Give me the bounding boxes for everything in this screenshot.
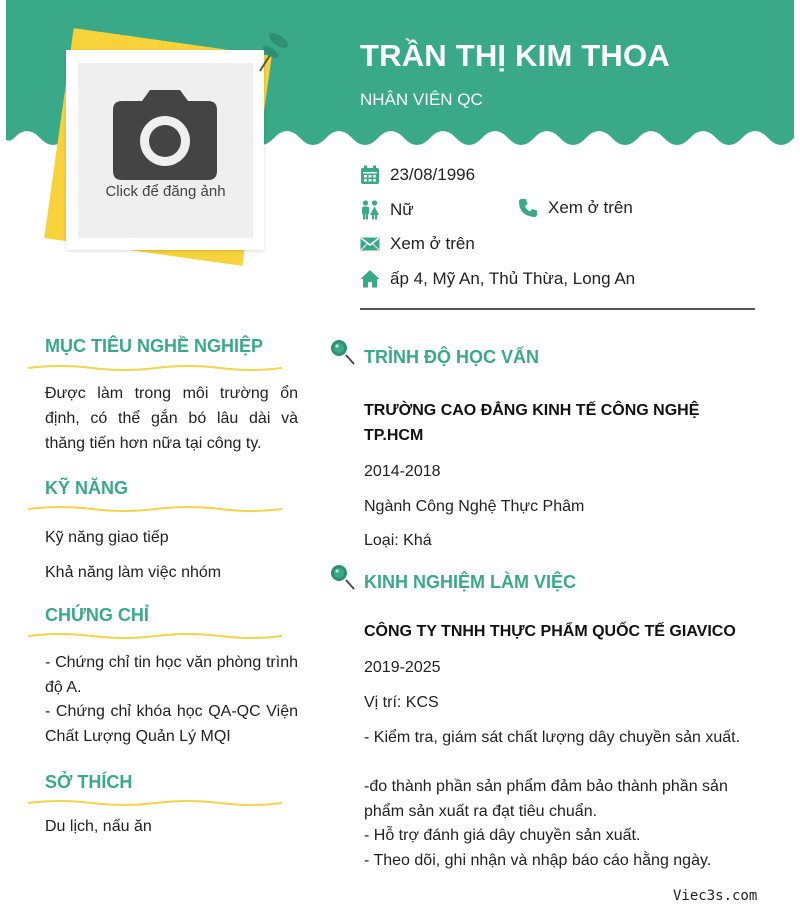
gender-row — [360, 200, 414, 220]
email-row — [360, 234, 475, 254]
objective-title: MỤC TIÊU NGHỀ NGHIỆP — [45, 336, 264, 356]
address-row — [360, 269, 635, 289]
pushpin-icon — [328, 563, 356, 591]
birthday-row — [360, 165, 475, 185]
camera-icon — [112, 89, 218, 181]
certificate-item: - Chứng chỉ khóa học QA-QC Viện Chất Lượng Quản Lý MQI — [45, 703, 298, 745]
experience-position: Vị trí: KCS — [364, 694, 439, 711]
gender-icon — [360, 200, 380, 220]
duty-item: -đo thành phần sản phẩm đảm bảo thành phần sản phẩm sản xuất ra đạt tiêu chuẩn. — [364, 778, 728, 820]
pushpin-icon — [252, 27, 292, 75]
phone-row — [518, 198, 633, 218]
gender-text: Nữ — [390, 200, 414, 219]
watermark: Viec3s.com — [673, 888, 758, 904]
home-icon — [360, 269, 380, 289]
skills-underline — [28, 504, 282, 514]
skill-item: Khả năng làm việc nhóm — [45, 564, 222, 581]
pushpin-icon — [328, 338, 356, 366]
skills-title: KỸ NĂNG — [45, 478, 129, 498]
job-title: NHÂN VIÊN QC — [360, 90, 483, 109]
certificate-item: - Chứng chỉ tin học văn phòng trình độ A. — [45, 654, 298, 696]
objective-underline — [28, 363, 282, 373]
school-name: TRƯỜNG CAO ĐẲNG KINH TẾ CÔNG NGHỆ TP.HCM — [364, 402, 700, 444]
email-icon — [360, 234, 380, 254]
photo-upload[interactable] — [78, 63, 253, 238]
experience-period: 2019-2025 — [364, 659, 441, 676]
calendar-icon — [360, 165, 380, 185]
hobbies-underline — [28, 798, 282, 808]
phone-text: Xem ở trên — [548, 198, 633, 217]
experience-title: KINH NGHIỆM LÀM VIỆC — [364, 572, 577, 592]
contact-divider — [360, 308, 755, 310]
phone-icon — [518, 198, 538, 218]
skill-item: Kỹ năng giao tiếp — [45, 529, 169, 546]
hobbies-text: Du lịch, nấu ăn — [45, 818, 152, 835]
education-rank: Loại: Khá — [364, 532, 432, 549]
company-name: CÔNG TY TNHH THỰC PHẨM QUỐC TẾ GIAVICO — [364, 623, 736, 640]
education-major: Ngành Công Nghệ Thực Phâm — [364, 498, 585, 515]
birthday-text: 23/08/1996 — [390, 165, 476, 184]
duty-item: - Kiểm tra, giám sát chất lượng dây chuyền sản xuất. — [364, 729, 741, 746]
education-period: 2014-2018 — [364, 463, 441, 480]
candidate-name: TRẦN THỊ KIM THOA — [360, 38, 670, 73]
contact-info — [360, 163, 760, 293]
certificates-underline — [28, 631, 282, 641]
photo-area — [40, 25, 300, 275]
hobbies-title: SỞ THÍCH — [45, 772, 133, 792]
objective-text: Được làm trong môi trường ổn định, có thể gắn bó lâu dài và thăng tiến hơn nữa tại công ty. — [45, 385, 298, 452]
duty-item: - Hỗ trợ đánh giá dây chuyền sản xuất. — [364, 827, 641, 844]
upload-label: Click để đăng ảnh — [105, 183, 226, 200]
address-text: ấp 4, Mỹ An, Thủ Thừa, Long An — [390, 269, 636, 288]
duty-item: - Theo dõi, ghi nhận và nhập báo cáo hằng ngày. — [364, 852, 712, 869]
email-text: Xem ở trên — [390, 234, 475, 253]
education-title: TRÌNH ĐỘ HỌC VẤN — [364, 347, 539, 367]
certificates-title: CHỨNG CHỈ — [45, 605, 149, 625]
